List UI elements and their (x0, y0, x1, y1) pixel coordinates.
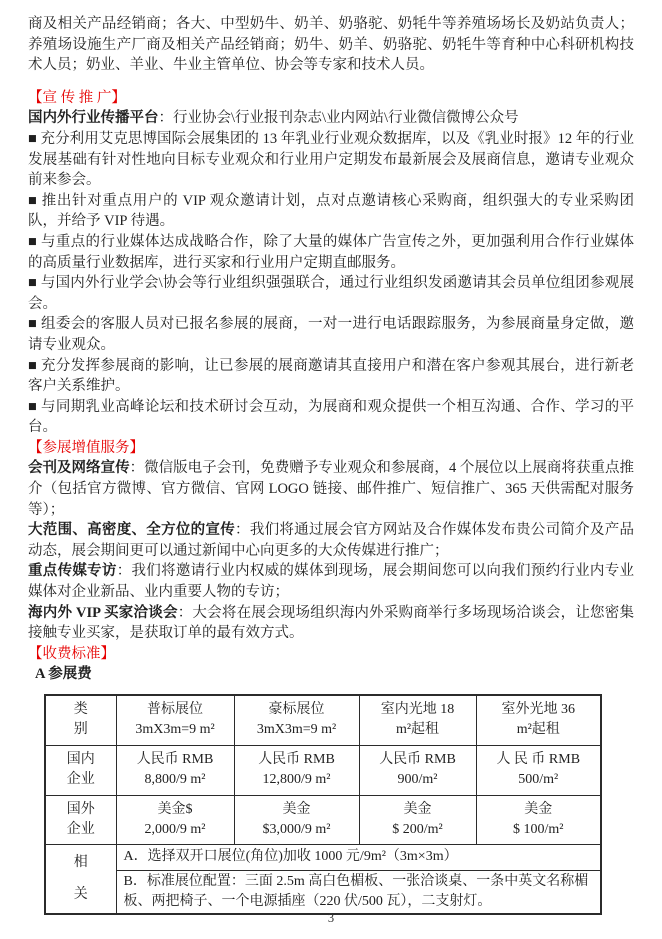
promotion-platform-label: 国内外行业传播平台 (28, 110, 159, 127)
cell-line: 国内 (66, 752, 95, 767)
cell-line: 人 民 币 RMB (496, 752, 581, 767)
fee-table-header-cell (476, 695, 601, 745)
promotion-bullet: ■ 充分发挥参展商的影响，让已参展的展商邀请其直接用户和潜在客户参观其展台，进行新老客户关系维护。 (28, 357, 634, 395)
cell-line: $3,000/9 m² (262, 821, 331, 837)
fee-table-domestic-row (45, 745, 601, 795)
promotion-platform-line (28, 108, 634, 129)
fee-table-header-row (45, 695, 601, 745)
service-item-label: 海内外 VIP 买家洽谈会 (28, 604, 178, 621)
cell-line: 900/m² (397, 772, 438, 787)
promotion-bullet: ■ 与国内外行业学会\协会等行业组织强强联合，通过行业组织发函邀请其会员单位组团参观展会。 (28, 275, 634, 312)
fee-table-header-cell (234, 695, 359, 745)
cell-line: 3mX3m=9 m² (135, 722, 215, 738)
service-item (28, 561, 634, 602)
cell-line: 500/m² (518, 772, 559, 787)
fee-table-header-cell (116, 695, 234, 745)
fees-heading: 【收费标准】 (28, 645, 115, 662)
fee-table (44, 694, 602, 915)
service-item (28, 520, 634, 561)
fee-table-note-b-row (45, 870, 601, 914)
cell-line: 美金$ (157, 801, 193, 817)
service-item-text: ：我们将邀请行业内权威的媒体到现场，展会期间您可以向我们预约行业内专业媒体对企业新品、业内重要人物的专访； (28, 563, 635, 601)
fee-table-row-label (45, 745, 116, 795)
cell-line: 人民币 RMB (258, 752, 335, 767)
fee-table-cell (359, 745, 476, 795)
fee-table-cell (234, 745, 359, 795)
cell-line: 关 (73, 886, 88, 902)
fee-table-cell (234, 795, 359, 844)
fee-table-cell (116, 745, 234, 795)
cell-line: 相 (73, 854, 88, 870)
fee-table-cell (476, 745, 601, 795)
cell-line: 企业 (66, 821, 95, 837)
fee-table-note-a-row (45, 844, 601, 870)
fee-table-related-label (45, 844, 116, 914)
service-item-label: 重点传媒专访 (28, 563, 117, 580)
promotion-bullet: ■ 与重点的行业媒体达成战略合作，除了大量的媒体广告宣传之外，更加强利用合作行业媒体的高质量行业数据库，进行买家和行业用户定期直邮服务。 (28, 233, 634, 271)
service-item (28, 603, 634, 644)
service-item-label: 大范围、高密度、全方位的宣传 (28, 522, 236, 539)
cell-line: 企业 (66, 772, 95, 787)
intro-paragraph: 商及相关产品经销商；各大、中型奶牛、奶羊、奶骆驼、奶牦牛等养殖场场长及奶站负责人；养殖场设施生产厂商及相关产品经销商；奶牛、奶羊、奶骆驼、奶牦牛等育种中心科研机构技术人员；奶业、羊业、牛业主管单位、协会等专家和技术人员。 (28, 16, 634, 74)
fee-table-header-cell (359, 695, 476, 745)
cell-line: 人民币 RMB (379, 752, 456, 767)
cell-line: 室内光地 18 (380, 702, 455, 718)
fee-table-cell (116, 795, 234, 844)
promotion-bullet: ■ 组委会的客服人员对已报名参展的展商，一对一进行电话跟踪服务，为参展商量身定做，邀请专业观众。 (28, 316, 634, 353)
promotion-platform-text: ：行业协会\行业报刊杂志\业内网站\行业微信微博公众号 (158, 110, 519, 127)
cell-line: 2,000/9 m² (144, 821, 206, 837)
service-item (28, 458, 634, 520)
page-number: 3 (327, 911, 335, 926)
cell-line: 豪标展位 (268, 702, 325, 718)
cell-line: 普标展位 (147, 702, 203, 718)
fee-table-foreign-row (45, 795, 601, 844)
service-item-text: ：大会将在展会现场组织海内外采购商举行多场现场洽谈会，让您密集接触专业买家，是获取订单的最有效方式。 (28, 604, 635, 642)
cell-line: 国外 (66, 801, 95, 817)
cell-line: 12,800/9 m² (262, 772, 331, 787)
fee-table-note-a: A．选择双开口展位(角位)加收 1000 元/9m²（3m×3m） (116, 844, 601, 870)
cell-line: $ 200/m² (392, 821, 443, 837)
cell-line: 人民币 RMB (136, 752, 214, 767)
cell-line: 别 (73, 722, 88, 738)
cell-line: m²起租 (516, 722, 560, 738)
promotion-bullet: ■ 充分利用艾克思博国际会展集团的 13 年乳业行业观众数据库，以及《乳业时报》12 年的行业发展基础有针对性地向目标专业观众和行业用户定期发布最新展会及展商信息，邀请专业观众前来参会。 (28, 130, 634, 189)
cell-line: 美金 (524, 801, 553, 817)
cell-line: 美金 (403, 801, 432, 817)
service-item-label: 会刊及网络宣传 (28, 460, 130, 477)
fee-table-cell (476, 795, 601, 844)
service-item-text: ：微信版电子会刊，免费赠予专业观众和参展商，4 个展位以上展商将获重点推介（包括官方微博、官方微信、官网 LOGO 链接、邮件推广、短信推广、365 天供需配对服务等）； (28, 460, 634, 518)
cell-line: 美金 (282, 801, 311, 817)
fee-table-row-label (45, 795, 116, 844)
promotion-bullet: ■ 推出针对重点用户的 VIP 观众邀请计划，点对点邀请核心采购商，组织强大的专业采购团队，并给予 VIP 待遇。 (28, 192, 634, 230)
cell-line: 类 (73, 702, 88, 718)
fees-subheading: A 参展费 (35, 666, 92, 683)
cell-line: 3mX3m=9 m² (256, 722, 337, 738)
services-heading: 【参展增值服务】 (28, 439, 144, 456)
cell-line: 室外光地 36 (501, 702, 575, 718)
fee-table-cell (359, 795, 476, 844)
promotion-heading: 【宣 传 推 广】 (28, 89, 126, 106)
cell-line: $ 100/m² (513, 821, 564, 837)
fee-table-corner-cell (45, 695, 116, 745)
promotion-bullet: ■ 与同期乳业高峰论坛和技术研讨会互动，为展商和观众提供一个相互沟通、合作、学习的平台。 (28, 398, 634, 436)
cell-line: m²起租 (395, 722, 440, 738)
fee-table-note-b: B．标准展位配置：三面 2.5m 高白色楣板、一张洽谈桌、一条中英文名称楣板、两把椅子、一个电源插座（220 伏/500 瓦），二支射灯。 (116, 870, 601, 914)
service-item-text: ：我们将通过展会官方网站及合作媒体发布贵公司简介及产品动态，展会期间更可以通过新闻中心向更多的大众传媒进行推广； (28, 522, 635, 559)
cell-line: 8,800/9 m² (144, 772, 206, 787)
